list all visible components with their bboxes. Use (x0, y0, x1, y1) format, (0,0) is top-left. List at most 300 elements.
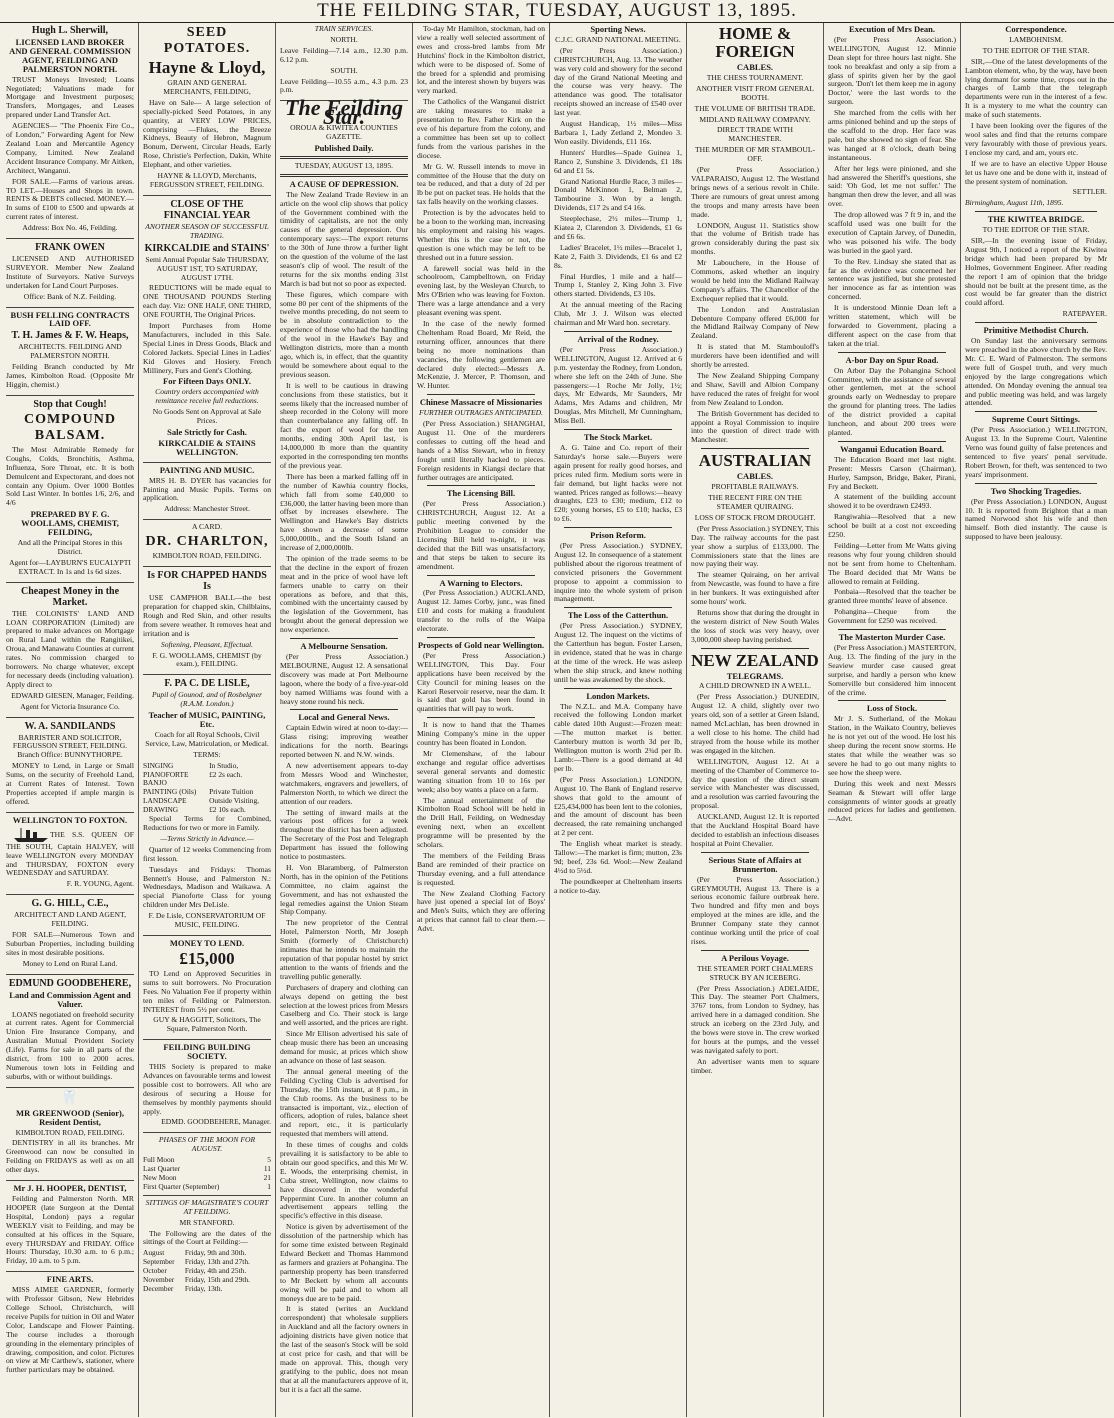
article-head: Two Shocking Tragedies. (990, 485, 1082, 496)
ad-steamer (6, 816, 134, 895)
ad-terms: TERMS: (193, 749, 221, 759)
train-services (280, 25, 408, 101)
article-para: In the case of the newly formed Cheltenham Road Board, Mr Reid, the returning officer, announces that there being no more nominations than vacancies, the following gentlemen are declared duly elected:—Messrs A. McKenzie, J. Mercer, P. Thomson, and W. Hunter. (417, 319, 545, 391)
moon-phases (143, 1136, 271, 1195)
ad-address: Address: Box No. 46, Feilding. (22, 223, 118, 233)
ad-card: A CARD. (192, 522, 222, 532)
article-para: Notice is given by advertisement of the dissolution of the partnership which has for some time existed between Reginald Edward Beckett and Thomas Hammond as farmers and graziers at Pohangina. The partnership property has been transferred to Mr Beckett by whom all accounts owing will be paid and to whom all moneys due are to be paid. (280, 1222, 408, 1303)
article-para: (Per Press Association.) GREYMOUTH, August 13. There is a serious economic failure outbreak here. Two hundred and fifty men and boys employed at the mines are idle, and the Brunner Company state they cannot continue working until the price of coal rises. (691, 874, 819, 946)
article-para: (Per Press Association.) CHRISTCHURCH, August 12. At a public meeting convened by the Prohibition League to consider the Licensing Bill held to-night, it was decided that the Bill was unsatisfactory, and that steps be taken to secure its amendment. (417, 499, 545, 571)
table-row: PAINTING (Oils) Private Tuition (143, 787, 254, 797)
ad-strict: Sale Strictly for Cash. (167, 427, 247, 437)
ad-special: Special Terms for Combined, Reductions for two or more in Family. (143, 814, 271, 832)
ad-addr: KIMBOLTON ROAD, FEILDING. (152, 551, 262, 561)
article-para: August Handicap, 1½ miles—Miss Barbara 1, Lady Zetland 2, Mondeo 3. Won easily. Dividends, £11 16s. (554, 119, 682, 146)
ad-name: KIRKCALDIE and STAINS' (144, 242, 270, 254)
ad-body: Land and Commission Agent and Valuer. (9, 989, 131, 1009)
article-para: The British Government has decided to appoint a Royal Commission to inquire into the question of direct trade with Manchester. (691, 408, 819, 445)
ad-hayne-lloyd (143, 25, 271, 196)
ad-agent: Agent for Victoria Insurance Co. (20, 701, 120, 711)
ad-head: MONEY TO LEND. (169, 937, 245, 948)
article-para: After her legs were pinioned, and she had answered the Sheriff's questions, she said: 'Oh God, let me not suffer.' The hangman then drew the lever, and all was over. (828, 163, 956, 209)
article-head: Serious State of Affairs at Brunnerton. (708, 854, 802, 874)
column-4 (413, 23, 550, 1417)
ad-head: CLOSE OF THE FINANCIAL YEAR (163, 198, 251, 221)
article-head: A Perilous Voyage. (721, 952, 789, 963)
article-para: AUCKLAND, August 12. It is reported that the Auckland Hospital Board have decided to establish an infectious diseases hospital at Point Chevalier. (691, 812, 819, 848)
cable-item: ANOTHER VISIT FROM GENERAL BOOTH. (695, 83, 815, 102)
divider (701, 950, 809, 951)
ad-head: WELLINGTON TO FOXTON. (12, 814, 128, 825)
ad-name: Hugh L. Sherwill, (31, 25, 109, 36)
table-row: Full Moon 5 (143, 1155, 271, 1165)
article-para: WELLINGTON, August 12. At a meeting of the Chamber of Commerce to-day the question of the direct steam service with Manchester was discussed, and a resolution was carried favouring the proposal. (691, 756, 819, 811)
article-para: I have been looking over the figures of the wool sales and find that the returns compare very favourably with those of previous years. I enclose my card, and am, yours etc. (965, 121, 1107, 157)
divider (975, 483, 1097, 484)
ad-body: THIS Society is prepared to make Advances on favourable terms and lowest possible cost to borrowers. All who are desirous of securing a House for themselves by monthly payments should apply. (143, 1062, 271, 1116)
article-para: An advertiser wants men to square timber. (691, 1056, 819, 1075)
ad-sale: FOR SALE.—Farms of various areas. TO LET.—Houses and Shops in town. RENTS & DEBTS collected. MONEY.—In sums of £100 to £500 and upwards at current rates of interest. (6, 176, 134, 222)
article-para: Purchasers of drapery and clothing can always depend on getting the best selection at the lowest prices from Messrs Caselberg and Co. Their stock is large and well assorted, and the prices are right. (280, 982, 408, 1028)
divider (564, 331, 672, 332)
article-para: The setting of inward mails at the various post offices for a week throughout the district has been adjusted. The Secretary of the Post and Telegraph Department has issued the following notice to postmasters. (280, 807, 408, 862)
train-row: NORTH. (330, 34, 358, 44)
table-row: Last Quarter 11 (143, 1164, 271, 1174)
column-5 (550, 23, 687, 1417)
divider (975, 411, 1097, 412)
ad-body: MRS H. B. DYER has vacancies for Painting and Music Pupils. Terms on application. (143, 475, 271, 503)
masthead-title: THE FEILDING STAR, TUESDAY, AUGUST 13, 1895. (317, 0, 797, 21)
ad-sub: GRAIN AND GENERAL MERCHANTS, FEILDING, (163, 78, 251, 96)
ad-amount: £15,000 (179, 948, 235, 968)
moon-table (143, 1156, 271, 1192)
article-to: TO THE EDITOR OF THE STAR. (982, 225, 1090, 235)
cable-item: DIRECT TRADE WITH MANCHESTER. (717, 125, 793, 144)
divider (290, 638, 398, 639)
article-para: The steamer Quiraing, on her arrival from Newcastle, was found to have a fire in her bunkers. It was extinguished after some hours' work. (691, 570, 819, 607)
article-para: (Per Press Association.) SHANGHAI, August 11. One of the murderers confesses to cutting off the head and hands of a Miss Stewart, who in frenzy fought until literally hacked to pieces. Foreign residents in Kiangsi declare that further outrages are anticipated. (417, 419, 545, 482)
cable-item: MIDLAND RAILWAY COMPANY. (699, 114, 811, 124)
ad-sig: F. De Lisle, CONSERVATORIUM OF MUSIC, FEILDING. (148, 911, 266, 930)
ad-fortnight: For Fifteen Days ONLY. (163, 376, 251, 387)
article-para: Steeplechase, 2½ miles—Trump 1, Kiatea 2, Clarendon 3. Dividends, £1 6s and £6 6s. (554, 214, 682, 241)
article-para: (Per Press Association.) MELBOURNE, August 12. A sensational discovery was made at Port Melbourne lagoon, where the body of a five-year-old boy named Williams was found with a heavy stone round his neck. (280, 652, 408, 706)
ad-sig: F. R. YOUNG, Agent. (66, 879, 134, 889)
section-sub: CABLES. (736, 62, 774, 72)
ad-days: Tuesdays and Fridays: Thomas Bennett's House, and Palmerston N.: Wednesdays, Madison and Waikawa. A special Pianoforte Class for young children under Mrs DeLisle. (143, 864, 271, 910)
article-para: (Per Press Association.) SYDNEY, August 12. In consequence of a statement published about the rigorous treatment of convicted prisoners the Government propose to appoint a commission to inquire into the whole system of prison management. (554, 541, 682, 604)
article-para: The New Zealand Clothing Factory have just opened a special lot of Boys' and Men's Suits, which they are offering at prices that cannot fail to clear them.—Advt. (417, 888, 545, 934)
article-para: SIR,—In the evening issue of Friday, August 9th, I noticed a report of the Kiwitea bridge which had been prepared by Mr Holmes, Government Engineer. After reading the report I am of opinion that the bridge should not be built at the present time, as the cost would be far greater than the district could afford. (965, 236, 1107, 308)
article-para: To the Rev. Lindsay she stated that as far as the evidence was concerned her sentence was justified, but she protested her innocence as far as intention was concerned. (828, 256, 956, 302)
ad-desc: Coach for all Royal Schools, Civil Service, Law, Matriculation, or Medical. (145, 729, 269, 748)
cable-item: THE RECENT FIRE ON THE STEAMER QUIRAING. (708, 493, 802, 511)
ad-goods: No Goods Sent on Approval at Sale Prices. (152, 407, 262, 426)
article-para: A statement of the building account showed it to be overdrawn £2493. (828, 492, 956, 511)
ad-kirkcaldie (143, 199, 271, 463)
article-to: TO THE EDITOR OF THE STAR. (982, 45, 1090, 55)
ad-country: Country orders accompanied with remittance receive full reductions. (155, 387, 259, 406)
article-head: Local and General News. (298, 712, 390, 723)
ad-hill (6, 898, 134, 974)
divider (280, 174, 408, 177)
ad-quarter: Quarter of 12 weeks Commencing from first lesson. (143, 844, 271, 863)
article-para: (Per Press Association.) WELLINGTON, This Day. Four applications have been received by the City Council for mining leases on the Karori Reservoir reserve, near the dam. It is said that gold has been found in quantities that will pay to work. (417, 650, 545, 714)
court-head: SITTINGS OF MAGISTRATE'S COURT AT FEILDING. (145, 1197, 269, 1216)
table-row: August Friday, 9th and 30th. (143, 1248, 247, 1258)
article-para: (Per Press Association.) AUCKLAND, August 12. James Corby, junr., was fined £10 and costs for making a fraudulent transfer to the rolls of the Waipa electorate. (417, 588, 545, 634)
article-para: Since Mr Ellison advertised his sale of cheap music there has been an unceasing demand for music, at prices which show an advance on those of last season. (280, 1029, 408, 1065)
ad-sig: F. G. WOOLLAMS, CHEMIST (by exam.), FEILDING. (152, 650, 262, 669)
divider (975, 322, 1097, 323)
divider (427, 575, 535, 576)
editorial-para: It is well to be cautious in drawing conclusions from these statistics, but it seems likely that the increased number of sheep recorded in the Colony will more than counterbalance any falling off. In fact the export of wool for the ten months, ending 30th April last, is 14,000,000 lb more than the quantity exported in the corresponding ten months of the previous year. (280, 380, 408, 470)
editorial-para: There has been a marked falling off in the number of Kawhia country flocks, which fall from some £40,000 to £36,000, the latter having been more than offset by increases elsewhere. The Wellington and Hawke's Bay districts have shown a decrease of some 5,000,000lb., and the South Island an increase of 2,000,000lb. (280, 471, 408, 553)
article-para: Mr Labouchere, in the House of Commons, asked whether an inquiry would be held into the Midland Railway Company's affairs. The Chancellor of the Exchequer replied that it would. (691, 258, 819, 303)
ad-name: F. PA C. DE LISLE, (164, 678, 250, 690)
article-para: Captain Edwin wired at noon to-day:—Glass rising; improving weather indications for the north. Bearings reported between N. and N.W. winds. (280, 723, 408, 760)
ad-sig: KIRKCALDIE & STAINS WELLINGTON. (158, 437, 256, 457)
table-row: BANJO (143, 778, 167, 788)
article-para: The members of the Feilding Brass Band are reminded of their practice on Thursday evening, and a full attendance is requested. (417, 850, 545, 887)
ad-head: Is FOR CHAPPED HANDS Is (147, 570, 267, 593)
divider (838, 629, 946, 630)
editorial-pub: Published Daily. (314, 142, 374, 153)
article-para: (Per Press Association.) VALPARAISO, August 12. The Westland brings news of a serious revolt in Chile. There are rumours of great unrest among the troops and many arrests have been made. (691, 165, 819, 219)
table-row: PIANOFORTE £2 2s each. (143, 769, 243, 779)
ad-head: Cheapest Money in the Market. (20, 585, 120, 608)
table-row: December Friday, 13th. (143, 1283, 223, 1293)
ad-terms2: —Terms Strictly in Advance.— (160, 833, 254, 843)
ad-addr: KIMBOLTON ROAD, FEILDING. (15, 1127, 125, 1137)
article-date: Birmingham, August 11th, 1895. (965, 198, 1064, 208)
article-head: London Markets. (586, 690, 650, 701)
article-para: A farewell social was held in the schoolroom, Campbelltown, on Friday evening last, by the Wesleyan Church, to Mrs O'Brien who was leaving for Foxton. There was a large attendance and a very pleasant evening was spent. (417, 263, 545, 318)
divider (564, 607, 672, 608)
article-head: A Melbourne Sensation. (300, 641, 388, 652)
article-para: In these times of coughs and colds prevailing it is satisfactory to be able to obtain our good specifics, and this Mr W. E. Woods, the enterprising chemist, in Cuba street, Wellington, now claims to have discovered in the wonderful Peppermint Cure. In another column an advertisement appears telling the specific's effective in this disease. (280, 1140, 408, 1221)
cable-item: PROFITABLE RAILWAYS. (711, 482, 799, 492)
article-para: On Sunday last the anniversary sermons were preached in the above church by the Rev. Mr. C. E. Ward of Palmerston. The sermons were full of Gospel truth, and very much enjoyed by the large congregations which attended. On Monday evening the annual tea and public meeting was held, and was largely attended. (965, 336, 1107, 408)
article-para: (Per Press Association.) SYDNEY, August 12. The inquest on the victims of the Catterthun has begun. Foster Larsen, in evidence, stated that he was in charge at the time of the wreck. He was asleep when the ship struck, and knew nothing until he was awakened by the shock. (554, 621, 682, 684)
article-para: (Per Press Association.) DUNEDIN, August 12. A child, slightly over two years old, son of a settler at Green Island, named McLachlan, has been drowned in a well close to his home. The child had strayed from the house while its mother was engaged in the kitchen. (691, 692, 819, 755)
article-head: Loss of Stock. (866, 703, 918, 714)
article-para: A new advertisement appears to-day from Messrs Wood and Winchester, watchmakers, engravers and jewellers, of Palmerston North, to which we direct the attention of our readers. (280, 760, 408, 806)
ad-hooper (6, 1184, 134, 1272)
ad-name: W. A. SANDILANDS (24, 720, 116, 732)
article-para: Mr J. S. Sutherland, of the Mokau Station, in the Waikato Country, believes he is not yet out of the wood. He lost his sheep during the recent snow storms. He states that while the weather was so severe he had to go out many nights to see how the sheep were. (828, 714, 956, 777)
ad-body: Teacher of MUSIC, PAINTING, Etc. (148, 710, 266, 730)
divider (838, 352, 946, 353)
table-row: LANDSCAPE Outside Visiting, (143, 796, 260, 806)
table-row: DRAWING £2 10s each. (143, 805, 246, 815)
article-para: SIR,—One of the latest developments of the Lambton element, who, by the way, have been lying dormant for some time, crops out in the charges of Lamb that the telegraph departments were run in the interest of a few. It is a mystery to me what the country can make of such statements. (965, 56, 1107, 120)
table-row: SINGING In Studio, (143, 760, 239, 770)
divider (427, 485, 535, 486)
ad-sherwill (6, 25, 134, 239)
ad-sig: HAYNE & LLOYD, Merchants, FERGUSSON STREET, FEILDING. (149, 171, 265, 189)
editorial-para: These figures, which compare with some 80 per cent of the shipments of the twelve months preceding, do not seem to be in absolute contradiction to the experience of those who had the handling of the wool in the Hawke's Bay and Wellington districts, more than a month ago, which is, in effect, that the quantity would be somewhere about equal to the previous season. (280, 289, 408, 379)
ad-body: DENTISTRY in all its branches. Mr Greenwood can now be consulted in Feilding on FRIDAYS as well as on all other days. (6, 1138, 134, 1175)
ad-body: Feilding and Palmerston North. MR HOOPER (late Surgeon at the Dental Hospital, London) pays a regular WEEKLY visit to Feilding, and may be consulted at his offices in the Square, every THURSDAY and FRIDAY. Office Hours: Thursday, 10.30 a.m. to 6 p.m.; Friday, 10 a.m. to 5 p.m. (6, 1194, 134, 1266)
article-para: (Per Press Association.) WELLINGTON, August 13. In the Supreme Court, Valentine Verno was found guilty of false pretences and sentenced to five years' penal servitude. Robert Brown, for theft, was sentenced to two years' imprisonment. (965, 425, 1107, 479)
ad-text: THE S.S. QUEEN OF THE SOUTH, Captain HALVEY, will leave WELLINGTON every MONDAY and THURSDAY, FOXTON every WEDNESDAY and SATURDAY. (6, 829, 134, 878)
article-para: It is now to hand that the Thames Mining Company's mine in the upper country has been floated in London. (417, 720, 545, 748)
editorial-sub: OROUA & KIWITEA COUNTIES GAZETTE. (290, 123, 398, 142)
article-para: The drop allowed was 7 ft 9 in, and the scaffold used was one built for the execution of Captain Jarvey, of Dunedin, who was poisoned his wife. The body was buried in the gaol yard. (828, 210, 956, 255)
terms-table (143, 762, 271, 815)
ad-charlton (143, 523, 271, 567)
table-row: First Quarter (September) 1 (143, 1181, 271, 1191)
article-para: The new proprietor of the Central Hotel, Palmerston North, Mr Joseph Smith (formerly of Christchurch) intimates that he intends to maintain the reputation of that popular hostel by strict attention to the wants of friends and the travelling public generally. (280, 918, 408, 981)
article-para: (Per Press Association.) LONDON, August 10. It is reported from Brighton that a man named Norwood shot his wife and then himself. Both died instantly. The cause is supposed to have been jealousy. (965, 496, 1107, 542)
cable-item: THE VOLUME OF BRITISH TRADE. (694, 103, 816, 113)
ad-money: MONEY to Lend, in Large or Small Sums, on the security of Freehold Land, at Current Rates of Interest. Town Properties accepted if ample margin is offered. (6, 761, 134, 806)
article-para: H. Von Blaramberg, of Palmerston North, has in the opinion of the Petitions Committee, no claim against the Government, and has not exhausted the legal remedies against the Union Steam Ship Company. (280, 862, 408, 917)
article-head: The Masterton Murder Case. (838, 632, 946, 643)
article-head: The Stock Market. (583, 432, 653, 443)
train-row: Leave Feilding—7.14 a.m., 12.30 p.m. 6.12 p.m. (280, 45, 408, 64)
divider (975, 211, 1097, 212)
article-para: The New Zealand Shipping Company and Shaw, Savill and Albion Company have reduced the rates of freight for wool from New Zealand to London. (691, 371, 819, 407)
court-body: The Following are the dates of the sittings of the Court at Feilding:— (143, 1228, 271, 1247)
article-para: LONDON, August 11. Statistics show that the volume of British trade has grown considerably during the past six months. (691, 220, 819, 257)
article-sub: LAMBOHNISM. (1009, 34, 1063, 44)
article-para: Mr Clemenshaw, of the labour exchange and regular office advertises several general servants and domestic wanting situation from 10 to 16s per week; also boy wants a place on a farm. (417, 748, 545, 794)
column-2 (139, 23, 276, 1417)
article-head: Arrival of the Rodney. (577, 334, 659, 344)
ad-addr: Address: Manchester Street. (164, 504, 250, 514)
section-head: HOME & FOREIGN (715, 24, 795, 61)
ad-sandilands (6, 721, 134, 813)
article-para: Protection is by the advocates held to be a boon to the working man, increasing his employment and raising his wages. Whether this is the case or not, the question is one which may be left to be threshed out in a future session. (417, 208, 545, 262)
article-para: A. G. Taine and Co. report of their Saturday's horse sale.—Buyers were again present for really good horses, and prices ruled firm. Medium sorts were in fair demand, but light hacks were not wanted. Prices ranged as follows:—heavy draughts, £23 to £30; medium, £12 to £20; young horses, £5 to £10; hacks, £3 to £6. (554, 442, 682, 524)
article-para: The Catholics of the Wanganui district are taking measures to make a presentation to Rev. Father Kirk on the eve of his departure from the colony, and a committee has been set up to collect funds from the various parishes in the diocese. (417, 97, 545, 160)
article-sig: RATEPAYER. (1062, 309, 1107, 319)
ad-goodbehere (6, 978, 134, 1088)
divider (564, 688, 672, 689)
ad-colonists-loan (6, 586, 134, 718)
ad-head: PAINTING AND MUSIC. (159, 464, 255, 475)
ad-building-society (143, 1043, 271, 1133)
divider (564, 429, 672, 430)
article-para: (Per Press Association.) WELLINGTON, August 12. Minnie Dean slept for three hours last night. She took no breakfast and only a sip from a glass of spirits given her by the gaol surgeon. 'Don't let them keep me in agony Doctor,' were the last words to the surgeon. (828, 34, 956, 107)
ad-body: ARCHITECT AND LAND AGENT, FEILDING. (14, 910, 126, 929)
column-7 (824, 23, 961, 1417)
article-para: The annual general meeting of the Feilding Cycling Club is advertised for Thursday, the 15th instant, at 8 p.m., in the Club rooms. As the business to be transacted is important, viz., election of officers, adoption of rules, balance sheet and report, etc., it is particularly requested that members will attend. (280, 1066, 408, 1139)
ad-name: Mr J. H. HOOPER, DENTIST, (13, 1183, 127, 1194)
train-head: TRAIN SERVICES. (314, 24, 374, 33)
article-head: The Loss of the Catterthun. (567, 610, 669, 621)
ad-body: ARCHITECTS. FEILDING AND PALMERSTON NORTH. (18, 342, 122, 361)
article-para: Returns show that during the drought in the western district of New South Wales the loss of stock was very heavy, over 3,000,000 sheep having perished. (691, 607, 819, 644)
article-para: (Per Press Association.) CHRISTCHURCH, Aug. 13. The weather was very cold and showery for the second day of the Grand National Meeting and the course was very heavy. The attendance was good. The totalisator receipts showed an increase of £540 over last year. (554, 45, 682, 118)
cable-item: THE MURDER OF MR STAMBOUL-OFF. (694, 145, 816, 164)
ad-greenwood (6, 1091, 134, 1181)
article-para: Grand National Hurdle Race, 3 miles—Donald McKinnon 1, Belman 2, Tambourine 3. Won by a length. Dividends, £17 2s and £4 16s. (554, 176, 682, 213)
article-para: During this week and next Messrs Seaman & Stewart will offer large consignments of winter goods at greatly reduced prices for ladies and gentlemen.—Advt. (828, 778, 956, 824)
ad-compound-balsam (6, 399, 134, 583)
ad-james-heaps (6, 311, 134, 396)
article-head: Execution of Mrs Dean. (849, 24, 935, 34)
divider (280, 156, 408, 159)
article-para: (Per Press Association.) SYDNEY, This Day. The railway accounts for the past year show a surplus of £133,000. The Commissioners state that the lines are now paying their way. (691, 523, 819, 569)
section-sub: TELEGRAMS. (726, 670, 784, 681)
divider (701, 448, 809, 449)
column-8 (961, 23, 1111, 1417)
section-sub: CABLES. (736, 471, 774, 482)
article-para: Pohangina—Cheque from the Government for £250 was received. (828, 607, 956, 626)
table-row: November Friday, 15th and 29th. (143, 1275, 250, 1285)
ad-head: FEILDING BUILDING SOCIETY. (163, 1042, 251, 1062)
article-head: Prospects of Gold near Wellington. (417, 640, 545, 650)
article-para: On Arbor Day the Pohangina School Committee, with the assistance of several other gentlemen, met at the school grounds early on Wednesday to prepare the ground for planting trees. The ladies of the district provided a capital luncheon, and about 200 trees were planted. (828, 365, 956, 437)
article-head: Correspondence. (1005, 24, 1067, 34)
article-para: It is stated that M. Stambouloff's murderers have been identified and will shortly be arrested. (691, 342, 819, 370)
divider (427, 637, 535, 638)
ad-body: Semi Annual Popular Sale THURSDAY, AUGUST 1ST, TO SATURDAY, AUGUST 17TH. (145, 254, 269, 282)
article-head: THE KIWITEA BRIDGE. (987, 214, 1085, 225)
article-para: It is understood Minnie Dean left a written statement, which will be forwarded to Government, placing a different aspect on the case from that taken at the trial. (828, 303, 956, 348)
article-para: Ponbaia—Resolved that the teacher be granted three months' leave of absence. (828, 587, 956, 606)
editorial-head: A CAUSE OF DEPRESSION. (289, 178, 399, 189)
article-para: Rangiwahia—Resolved that a new school be built at a cost not exceeding £250. (828, 512, 956, 540)
column-6 (687, 23, 824, 1417)
editorial-para: The New Zealand Trade Review in an article on the wool clip shows that policy of the Government combined with the timidity of capitalists, are not the only causes of the general depression. Our contemporary says:—The export returns to the 30th of June throw a further light on the question of the volume of the last season's clip of wool. The result of the returns for the six months ending 31st March is bad but not so poor as expected. (280, 189, 408, 288)
ad-name: FRANK OWEN (35, 242, 105, 254)
divider (427, 394, 535, 395)
ad-dyer (143, 466, 271, 521)
article-para: Ladies' Bracelet, 1½ miles—Bracelet 1, Kate 2, Faith 3. Dividends, £1 6s and £2 8s. (554, 242, 682, 270)
ad-money-to-lend (143, 939, 271, 1040)
cable-item: A CHILD DROWNED IN A WELL. (698, 681, 812, 691)
ad-body: TRUST Moneys Invested; Loans Negotiated; Valuations made for Mortgage and Investment purposes; Transfers, Mortgages, and Leases prepared under Land Transfer Act. (6, 74, 134, 120)
ad-camphor-ball (143, 570, 271, 675)
article-head: Sporting News. (590, 24, 646, 34)
article-para: (Per Press Association.) WELLINGTON, August 12. Arrived at 6 p.m. yesterday the Rodney, from London, where she left on the 24th of June. She passengers:—1 Roche Mr Jolly, 1½; days, Mr Edwards, Mr Saunders, Mr Adams, Mrs Adams and children, Mr Douglas, Mrs Mitchell, Mr Cunningham, Miss Bell. (554, 344, 682, 426)
table-row: New Moon 21 (143, 1173, 271, 1182)
ad-body: The Most Admirable Remedy for Coughs, Colds, Bronchitis, Asthma, Influenza, Sore Throat, etc. It is both Demulcent and Expectorant, and does not contain any Opium. Over 1000 Bottles Sold Last Winter. In bottles 1/6, 2/6, and 4/6 (6, 444, 134, 508)
court-table (143, 1249, 271, 1294)
ad-name: COMPOUND BALSAM. (24, 411, 116, 443)
article-para: (Per Press Association.) LONDON, August 10. The Bank of England reserve shows that gold to the amount of £25,434,000 has been lent to the colonies, and the amount of discount has been decreased, the rate remaining unchanged at 2 per cent. (554, 774, 682, 838)
ad-reductions: REDUCTIONS will be made equal to ONE THOUSAND POUNDS Sterling each day. Viz: ONE HALF, ONE THIRD, ONE FOURTH, The Original Prices. (143, 283, 271, 320)
divider (427, 717, 535, 718)
ad-head: BUSH FELLING CONTRACTS LAID OFF. (10, 309, 130, 329)
ad-name: G. G. HILL, C.E., (31, 898, 109, 910)
article-para: The English wheat market is steady. Tallow:—The market is firm; mutton, 23s 9d; beef, 23s 6d. Wool:—New Zealand 4½d to 5½d. (554, 839, 682, 875)
ad-office: Office: Bank of N.Z. Feilding. (23, 291, 117, 301)
article-sig: SETTLER. (1072, 187, 1107, 197)
section-head: NEW ZEALAND (691, 650, 819, 670)
ad-import: Import Purchases from Home Manufacturers, included in this Sale. Special Lines in Dress Goods, Black and Colored Jackets. Special Lines in Ladies' Kid Gloves and Hosiery. French Millinery, Furs and Gent's Clothing. (143, 321, 271, 375)
divider (290, 709, 398, 710)
ad-head: Stop that Cough! (33, 398, 107, 410)
article-sub: THE STEAMER PORT CHALMERS STRUCK BY AN ICEBERG. (696, 963, 814, 982)
article-para: (Per Press Association.) MASTERTON, Aug. 13. The finding of the jury in the Seaview murder case caused great surprise, and hardly a person who knew Somerville but considered him innocent of the crime. (828, 643, 956, 697)
article-para: Final Hurdles, 1 mile and a half—Trump 1, Stanley 2, King John 3. Five others started. Dividends, £3 10s. (554, 271, 682, 299)
article-head: Prison Reform. (590, 530, 646, 541)
ad-name: DR. CHARLTON, (145, 534, 269, 550)
ad-sub: Pupil of Gounod, and of Rosbelgner (R.A.M. London.) (151, 690, 263, 709)
article-para: The Education Board met last night. Present: Messrs Carson (Chairman), Hurley, Sampson, Bridge, Baker, Pirani, Fry and Beckett. (828, 454, 956, 491)
article-head: A-bor Day on Spur Road. (845, 354, 939, 365)
divider (701, 648, 809, 649)
ad-de-lisle (143, 678, 271, 936)
court-sittings (143, 1199, 271, 1294)
article-para: Hunters' Hurdles—Spade Guinea 1, Ranco 2, Sunshine 3. Dividends, £1 18s 6d and £1 5s. (554, 147, 682, 175)
divider (838, 441, 946, 442)
ad-body (6, 827, 134, 879)
ad-sig: GUY & HAGGITT, Solicitors, The Square, Palmerston North. (153, 1015, 261, 1034)
ad-body: Have on Sale— A large selection of specially-picked Seed Potatoes, in any quantity, at VERY LOW PRICES, comprising —Flukes, the Breeze Kidneys, Beauty of Hebron, Magnum Bonum, Derwent, Circular Heads, Early Rose, Christie's Perfection, Dakin, White Elephant, and other varieties. (143, 97, 271, 170)
article-para: (Per Press Association.) ADELAIDE, This Day. The steamer Port Chalmers, 3767 tons, from London to Sydney, has arrived here in a damaged condition. She struck an iceberg on the 23rd July, and the bows were stove in. The crew worked for hours at the pumps, and the vessel was navigated safely to port. (691, 983, 819, 1055)
article-head: Supreme Court Sittings. (992, 414, 1080, 425)
ad-name: T. H. James & F. W. Heaps, (11, 330, 129, 342)
ad-agencies: AGENCIES— "The Phoenix Fire Co., of London," Forwarding Agent for New Zealand Loan and Mercantile Agency Company, Limited. New Zealand Accident Insurance Company. Mr Aitken, Architect, Wanganui. (6, 121, 134, 175)
article-para: Feilding—Letter from Mr Watts giving reasons why four young children should not be sent from home to Cheltenham. The Board decided that Mr Watts be allowed to remain at Feilding. (828, 540, 956, 586)
ad-name: EDMUND GOODBEHERE, (8, 977, 132, 989)
column-1 (2, 23, 139, 1417)
article-head: A Warning to Electors. (439, 577, 523, 588)
table-row: September Friday, 13th and 27th. (143, 1257, 250, 1267)
train-row: SOUTH. (330, 65, 358, 75)
article-para: The London and Australasian Debenture Company offered £6,000 for the Midland Railway Company of New Zealand. (691, 304, 819, 341)
article-head: Primitive Methodist Church. (983, 325, 1089, 336)
cable-item: THE CHESS TOURNAMENT. (706, 72, 804, 82)
ad-body: USE CAMPHOR BALL—the best preparation for chapped skin, Chilblains, Rough and Red Skin, and other results from severe weather. It removes heat and irritation and is (143, 593, 271, 638)
editorial-para: The opinion of the trade seems to be that the decline in the export of frozen meat and in the price of wool have left farmers unable to carry on their operations as before, and that this, combined with the uncertainty caused by the legislation of the Government, has brought about the general depression we now experience. (280, 553, 408, 635)
article-para: The annual entertainment of the Kimbolton Road School will be held in the Drill Hall, Feilding, on Wednesday evening next, when an excellent programme will be presented by the scholars. (417, 795, 545, 850)
ad-fine-arts (6, 1275, 134, 1375)
ad-agent: Agent for—LAYBURN'S EUCALYPTI EXTRACT. In 1s and 1s 6d sizes. (9, 557, 131, 576)
article-para: If we are to have an elective Upper House let us have one and be done with it, instead of the present system of nomination. (965, 158, 1107, 186)
divider (838, 700, 946, 701)
article-para: She marched from the cells with her arms pinioned behind and up the steps of the scaffold to the drop. Her face was pale, but she showed no sign of fear. She was hanged at 8 o'clock, death being instantaneous. (828, 108, 956, 162)
ad-body: LICENSED AND AUTHORISED SURVEYOR. Member New Zealand Institute of Surveyors. Native Surveys undertaken for Land Court Purposes. (6, 254, 134, 290)
court-sub: MR STANFORD. (179, 1217, 235, 1227)
steamship-icon (12, 827, 50, 843)
ad-name: Hayne & Lloyd, (148, 58, 266, 77)
article-head: Wanganui Education Board. (840, 443, 944, 454)
table-row: October Friday, 4th and 25th. (143, 1266, 247, 1276)
columns (0, 23, 1114, 1417)
editorial-date: TUESDAY, AUGUST 13, 1895. (294, 160, 394, 170)
ad-head: FINE ARTS. (46, 1274, 94, 1285)
ad-sale: FOR SALE—Numerous Town and Suburban Properties, including building sites in most desirable positions. (6, 930, 134, 957)
article-para: To-day Mr Hamilton, stockman, had on view a really well selected assortment of ewes and cross-bred lambs from Mr Hutchins' flock in the Kimbolton district, which were to be disposed of. Some of the breed for a splendid and promising lot, and the interest shown by buyers was very marked. (417, 24, 545, 96)
ad-name: MR GREENWOOD (Senior), Resident Dentist, (16, 1107, 124, 1127)
divider (564, 527, 672, 528)
ad-frank-owen (6, 242, 134, 308)
ad-body: MISS AIMEE GARDNER, formerly with Professor Gibson, New Hebrides College School, Christchurch, will receive Pupils for tuition in Oil and Water Color, Landscape and Flower Painting. The course includes a thorough grounding in the elementary principles of drawing, composition, and color. Pictures on view at Mr Carthew's, stationer, where further particulars may be obtained. (6, 1285, 134, 1375)
ad-title: LICENSED LAND BROKER AND GENERAL COMMISSION AGENT, FEILDING AND PALMERSTON NORTH. (9, 37, 131, 74)
ad-body: BARRISTER AND SOLICITOR, FERGUSSON STREET, FEILDING. Branch Office: BUNNYTHORPE. (12, 732, 128, 760)
article-para: The N.Z.L. and M.A. Company have received the following London market cable dated 10th August:—Frozen meat:—The mutton market is better. Canterbury mutton is worth 3d per lb, Wellington mutton is worth 2¾d per lb. Lamb:—There is a good demand at 4d per lb. (554, 701, 682, 773)
article-para: It is stated (writes an Auckland correspondent) that wholesale suppliers in Auckland and all the factory owners in adjoining districts have given notice that the last of the season's Stock will be sold at cost price for cash, and that will be made on approval. This, though very gratifying to the public, does not mean that at all the manufacturers approve of it, but it is a fact all the same. (280, 1304, 408, 1394)
article-sub: FURTHER OUTRAGES ANTICIPATED. (418, 408, 544, 418)
ad-note: And all the Principal Stores in this District. (17, 537, 123, 556)
dentist-banner: 🦷 (60, 1090, 80, 1106)
ad-note: Feilding Branch conducted by Mr James, Kimbolton Road. (Opposite Mr Higgin, chemist.) (6, 362, 134, 389)
editorial-masthead: The Feilding Star. (285, 95, 403, 130)
ad-sig: EDWARD GIESEN, Manager, Feilding. (11, 690, 134, 700)
ad-head: SEED POTATOES. (163, 25, 251, 56)
cable-item: LOSS OF STOCK FROM DROUGHT. (694, 512, 816, 522)
ad-money: Money to Lend on Rural Land. (22, 958, 118, 968)
divider (701, 852, 809, 853)
train-row: Leave Feilding—10.55 a.m., 4.3 p.m. 23 p.m. (280, 76, 408, 95)
